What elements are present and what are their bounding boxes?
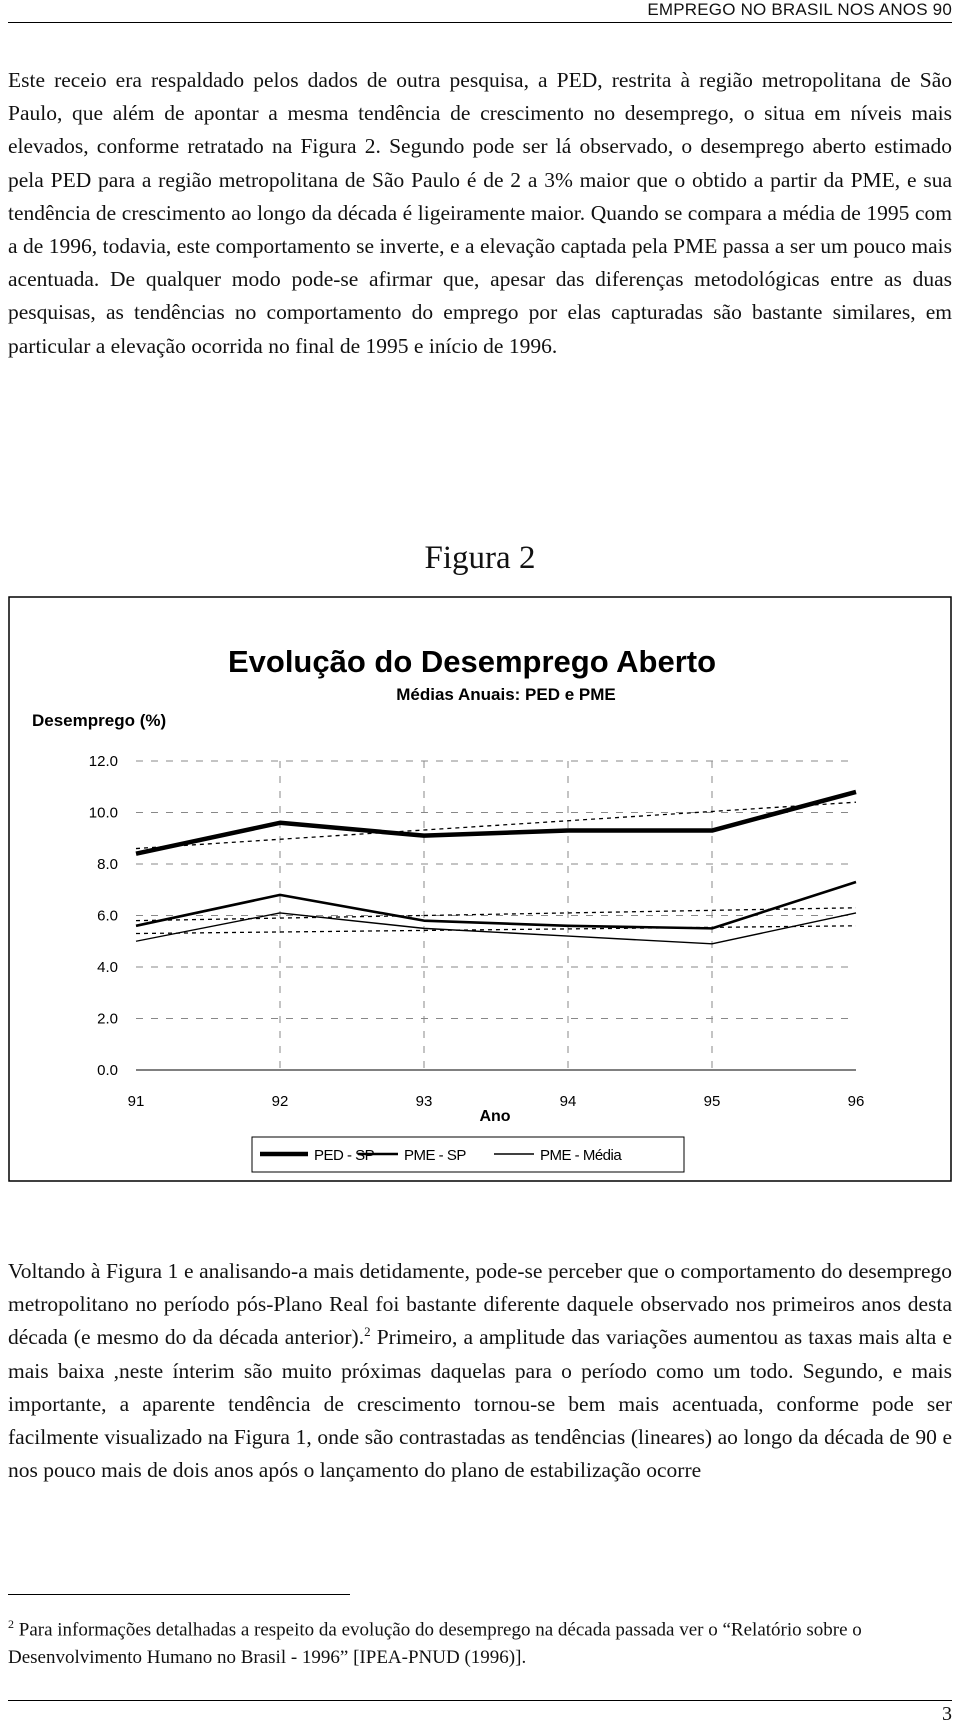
legend-label: PME - SP [404,1147,466,1164]
y-tick-label: 12.0 [88,753,118,770]
chart-y-axis-label: Desemprego (%) [32,711,167,730]
figure-2-chart [8,596,952,1182]
y-tick-label: 8.0 [97,856,118,873]
y-tick-label: 0.0 [97,1062,118,1079]
page-number: 3 [942,1703,952,1725]
chart-subtitle: Médias Anuais: PED e PME [396,685,616,704]
y-tick-label: 2.0 [97,1010,118,1028]
chart-legend [252,1137,684,1172]
body-paragraph-1: Este receio era respaldado pelos dados de outra pesquisa, a PED, restrita à região metropolitana de São Paulo, que além de apontar a mesma tendência de crescimento no desemprego, o situa em níveis mais elevados, conforme retratado na Figura 2. Segundo pode ser lá observado, o desemprego aberto estimado pela PED para a região metropolitana de São Paulo é de 2 a 3% maior que o obtido a partir da PME, e sua tendência de crescimento ao longo da década é ligeiramente maior. Quando se compara a média de 1995 com a de 1996, todavia, este comportamento se inverte, e a elevação captada pela PME passa a ser um pouco mais acentuada. De qualquer modo pode-se afirmar que, apesar das diferenças metodológicas entre as duas pesquisas, as tendências no comportamento do emprego por elas capturadas são bastante similares, em particular a elevação ocorrida no final de 1995 e início de 1996. [8,68,952,358]
running-head: EMPREGO NO BRASIL NOS ANOS 90 [647,0,952,19]
paragraph-2-part-b: Primeiro, a amplitude das variações aumentou as taxas mais alta e mais baixa ,neste ínterim são muito próximas daquelas para o período como um todo. Segundo, e mais importante, a aparente tendência de crescimento tornou-se bem mais acentuada, conforme pode ser facilmente visualizado na Figura 1, onde são contrastadas as tendências (lineares) ao longo da década de 90 e nos pouco mais de dois anos após o lançamento do plano de estabilização ocorre [8,1325,952,1483]
chart-x-axis-label: Ano [479,1108,511,1125]
y-tick-label: 4.0 [97,959,118,976]
x-tick-label: 94 [559,1093,577,1110]
footnote-reference[interactable]: 2 [364,1324,371,1340]
chart-title: Evolução do Desemprego Aberto [227,644,717,679]
legend-label: PED - SP [314,1147,375,1164]
header-rule [8,22,952,23]
footnote-rule [8,1594,350,1595]
footnote-text: Para informações detalhadas a respeito da evolução do desemprego na década passada ver o “Relatório sobre o Desenvolvimento Humano no Brasil - 1996” [IPEA-PNUD (1996)]. [8,1619,862,1669]
x-tick-label: 93 [415,1093,433,1110]
legend-label: PME - Média [540,1147,622,1164]
footnote [8,1610,952,1672]
body-paragraph-2 [8,1255,952,1487]
paragraph-2-part-a: Voltando à Figura 1 e analisando-a mais detidamente, pode-se perceber que o comportamento do desemprego metropolitano no período pós-Plano Real foi bastante diferente daquele observado nos primeiros anos desta década (e mesmo do da década anterior). [8,1259,952,1350]
chart-svg [8,596,952,1182]
figure-caption: Figura 2 [424,540,536,576]
footnote-marker: 2 [8,1617,14,1631]
y-tick-label: 10.0 [88,804,118,822]
y-tick-label: 6.0 [97,907,118,925]
x-tick-label: 92 [271,1093,289,1110]
x-tick-label: 95 [703,1093,721,1110]
x-tick-label: 96 [847,1093,865,1110]
footer-rule [8,1700,952,1701]
x-tick-label: 91 [127,1093,145,1110]
